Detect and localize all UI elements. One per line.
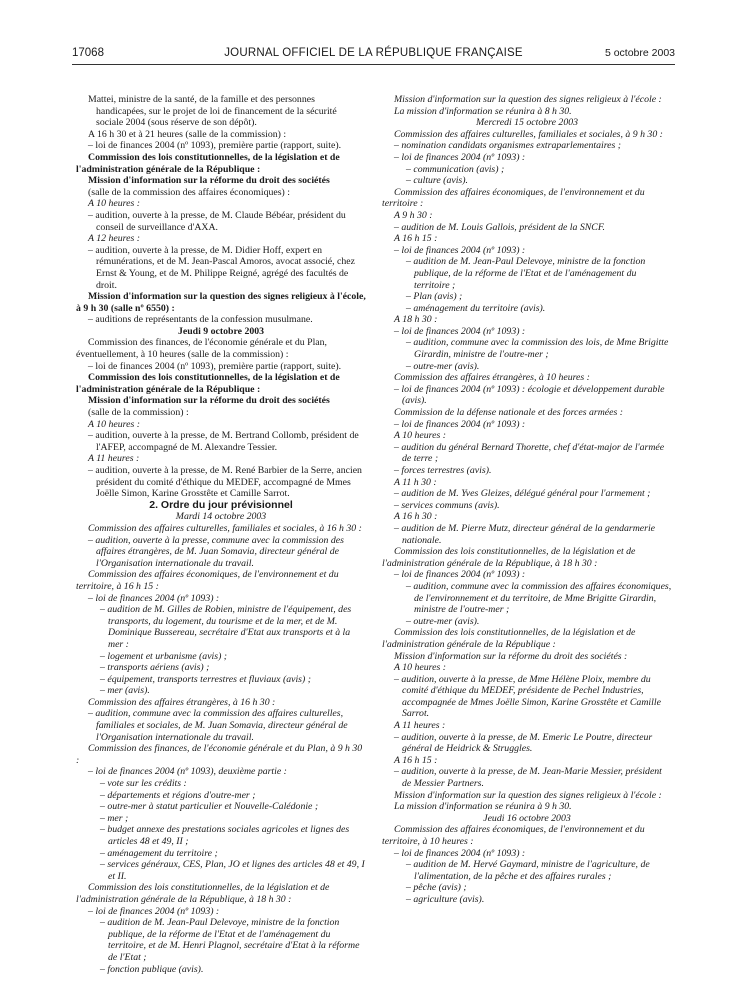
paragraph: Mission d'information sur la question des signes religieux à l'école, à 9 h 30 (salle nº 6550) : (76, 291, 366, 314)
page-number: 17068 (72, 47, 104, 59)
paragraph: – transports aériens (avis) ; (100, 662, 210, 674)
paragraph: Commission des lois constitutionnelles, de la législation et de l'administration générale de la République : (76, 151, 340, 175)
paragraph: Mercredi 15 octobre 2003 (475, 117, 579, 129)
paragraph: – logement et urbanisme (avis) ; (100, 650, 228, 662)
paragraph: Mission d'information sur la réforme du droit des sociétés (88, 395, 330, 407)
paragraph: – Plan (avis) ; (406, 291, 463, 303)
paragraph: – équipement, transports terrestres et fluviaux (avis) ; (100, 673, 311, 685)
paragraph: – forces terrestres (avis). (394, 465, 492, 476)
paragraph: A 11 heures : (88, 453, 140, 465)
paragraph: – outre-mer (avis). (406, 360, 480, 372)
paragraph: – mer (avis). (100, 685, 150, 697)
paragraph: A 12 heures : (88, 233, 140, 245)
paragraph: – loi de finances 2004 (nº 1093) : écologie et développement durable (avis). (394, 383, 665, 407)
paragraph: Commission des finances, de l'économie générale et du Plan, à 9 h 30 : (76, 743, 363, 766)
paragraph: Mission d'information sur la réforme du droit des sociétés (88, 175, 330, 187)
paragraph: – audition de M. Louis Gallois, président de la SNCF. (394, 221, 606, 233)
paragraph: – outre-mer à statut particulier et Nouvelle-Calédonie ; (100, 801, 319, 813)
paragraph: – audition, ouverte à la presse, commune avec la commission des affaires étrangères, de M. Juan Somavia, directeur général de l'Organisation internationale du travail. (88, 534, 344, 569)
paragraph: – audition, ouverte à la presse, de M. Jean-Marie Messier, président de Messier Partners. (394, 766, 662, 790)
paragraph: – loi de finances 2004 (nº 1093) : (394, 151, 526, 163)
paragraph: A 10 heures : (88, 198, 140, 210)
paragraph: Jeudi 16 octobre 2003 (483, 812, 571, 824)
paragraph: – audition, ouverte à la presse, de M. Didier Hoff, expert en rémunérations, et de M. Jean-Pascal Amoros, avocat associé, chez Ernst & Young, et de M. Philippe Reigné, agrégé des facultés de droit. (88, 244, 355, 291)
paragraph: – communication (avis) ; (406, 163, 505, 175)
paragraph: A 16 h 15 : (394, 754, 438, 766)
paragraph: – outre-mer (avis). (406, 615, 480, 627)
paragraph: Commission des affaires économiques, de l'environnement et du territoire, à 16 h 15 : (76, 569, 339, 592)
paragraph: (salle de la commission) : (88, 407, 189, 419)
paragraph: – audition, commune avec la commission des lois, de Mme Brigitte Girardin, ministre de l'outre-mer ; (406, 337, 669, 361)
paragraph: – audition de M. Pierre Mutz, directeur général de la gendarmerie nationale. (394, 522, 656, 546)
paragraph: A 11 h 30 : (394, 476, 437, 488)
paragraph: Mission d'information sur la réforme du droit des sociétés : (394, 650, 628, 662)
paragraph: Commission des affaires économiques, de l'environnement et du territoire, à 10 heures : (382, 824, 645, 847)
paragraph: – audition de M. Yves Gleizes, délégué général pour l'armement ; (394, 488, 651, 500)
paragraph: A 10 heures : (394, 662, 446, 674)
paragraph: – départements et régions d'outre-mer ; (100, 789, 256, 801)
issue-date: 5 octobre 2003 (604, 47, 675, 59)
paragraph: – audition de M. Jean-Paul Delevoye, ministre de la fonction publique, de la réforme de l'Etat et de l'aménagement du territoire, et de M. Henri Plagnol, secrétaire d'Etat à la réforme de l'Etat ; (100, 917, 360, 963)
paragraph: A 11 heures : (394, 720, 446, 732)
paragraph: A 9 h 30 : (394, 209, 433, 221)
paragraph: – audition de M. Jean-Paul Delevoye, ministre de la fonction publique, de la réforme de l'Etat et de l'aménagement du territoire ; (406, 256, 646, 291)
paragraph: – agriculture (avis). (406, 893, 485, 905)
paragraph: – budget annexe des prestations sociales agricoles et lignes des articles 48 et 49, II ; (100, 824, 350, 847)
paragraph: – services communs (avis). (394, 499, 500, 511)
paragraph: Jeudi 9 octobre 2003 (177, 325, 265, 337)
paragraph: – audition du général Bernard Thorette, chef d'état-major de l'armée de terre ; (394, 441, 665, 465)
paragraph: La mission d'information se réunira à 9 h 30. (394, 801, 572, 813)
paragraph: – audition, ouverte à la presse, de M. Claude Bébéar, président du conseil de surveillance d'AXA. (88, 209, 346, 233)
header-rule (72, 64, 675, 65)
paragraph: – audition, ouverte à la presse, de M. Bertrand Collomb, président de l'AFEP, accompagné de M. Alexandre Tessier. (88, 430, 359, 453)
paragraph: – loi de finances 2004 (nº 1093), deuxième partie : (88, 766, 287, 778)
paragraph: Commission des finances, de l'économie générale et du Plan, éventuellement, à 10 heures (salle de la commission) : (76, 337, 328, 361)
left-column (76, 94, 366, 975)
paragraph: – vote sur les crédits : (100, 778, 187, 790)
paragraph: – loi de finances 2004 (nº 1093) : (394, 325, 526, 337)
paragraph: – loi de finances 2004 (nº 1093) : (394, 244, 526, 256)
paragraph: A 16 h 30 : (394, 511, 438, 523)
paragraph: – culture (avis). (406, 175, 468, 187)
paragraph: A 16 h 30 et à 21 heures (salle de la commission) : (88, 128, 287, 140)
paragraph: Mission d'information sur la question des signes religieux à l'école : (394, 94, 662, 105)
paragraph: 2. Ordre du jour prévisionnel (149, 498, 293, 511)
paragraph: – services généraux, CES, Plan, JO et lignes des articles 48 et 49, I et II. (100, 859, 365, 882)
paragraph: – fonction publique (avis). (100, 963, 204, 975)
paragraph: Commission des lois constitutionnelles, de la législation et de l'administration générale de la République : (76, 372, 340, 395)
paragraph: Commission de la défense nationale et des forces armées : (394, 407, 624, 419)
paragraph: – audition, commune avec la commission des affaires économiques, de l'environnement et du territoire, de Mme Brigitte Girardin, ministre de l'outre-mer ; (406, 580, 672, 616)
paragraph: A 18 h 30 : (394, 314, 438, 326)
paragraph: (salle de la commission des affaires économiques) : (88, 186, 290, 198)
paragraph: Commission des lois constitutionnelles, de la législation et de l'administration générale de la République, à 18 h 30 : (382, 546, 636, 569)
paragraph: Commission des affaires étrangères, à 10 heures : (394, 372, 590, 384)
paragraph: La mission d'information se réunira à 8 h 30. (394, 105, 572, 117)
paragraph: A 16 h 15 : (394, 233, 438, 245)
paragraph: – loi de finances 2004 (nº 1093) : (394, 418, 526, 430)
paragraph: – audition, commune avec la commission des affaires culturelles, familiales et sociales, de M. Juan Somavia, directeur général de l'Organisation internationale du travail. (88, 708, 348, 743)
paragraph: Commission des lois constitutionnelles, de la législation et de l'administration générale de la République : (382, 627, 636, 650)
paragraph: – pêche (avis) ; (406, 882, 467, 894)
paragraph: Mattei, ministre de la santé, de la famille et des personnes handicapées, sur le projet de loi de financement de la sécurité sociale 2004 (sous réserve de son dépôt). (88, 94, 337, 129)
paragraph: – audition, ouverte à la presse, de M. René Barbier de la Serre, ancien président du comité d'éthique du MEDEF, accompagné de Mmes Joëlle Simon, Karine Grosstête et Camille Sarrot. (88, 465, 362, 500)
paragraph: – audition de M. Hervé Gaymard, ministre de l'agriculture, de l'alimentation, de la pêche et des affaires rurales ; (406, 859, 650, 882)
paragraph: – audition, ouverte à la presse, de M. Emeric Le Poutre, directeur général de Heidrick & Struggles. (394, 731, 653, 755)
paragraph: – audition, ouverte à la presse, de Mme Hélène Ploix, membre du comité d'éthique du MEDEF, présidente de Pechel Industries, accompagnée de Mmes Joëlle Simon, Karine Grosstête et Camille Sarrot. (394, 673, 661, 720)
page-header (72, 47, 675, 63)
paragraph: – nomination candidats organismes extraparlementaires ; (394, 140, 622, 152)
paragraph: – loi de finances 2004 (nº 1093) : (394, 569, 526, 581)
paragraph: – mer ; (100, 812, 129, 824)
paragraph: Commission des affaires culturelles, familiales et sociales, à 9 h 30 : (394, 128, 663, 140)
paragraph: – auditions de représentants de la confession musulmane. (88, 314, 313, 326)
paragraph: Commission des affaires économiques, de l'environnement et du territoire : (382, 186, 645, 210)
paragraph: A 10 heures : (394, 430, 446, 442)
paragraph: Mission d'information sur la question des signes religieux à l'école : (394, 789, 662, 801)
paragraph: Mardi 14 octobre 2003 (175, 511, 267, 523)
paragraph: A 10 heures : (88, 418, 140, 430)
paragraph: – loi de finances 2004 (nº 1093) : (394, 847, 526, 859)
paragraph: Commission des affaires culturelles, familiales et sociales, à 16 h 30 : (88, 522, 362, 534)
paragraph: – loi de finances 2004 (nº 1093) : (88, 905, 220, 917)
paragraph: – loi de finances 2004 (nº 1093), première partie (rapport, suite). (88, 140, 342, 152)
paragraph: – aménagement du territoire ; (100, 847, 218, 859)
paragraph: Commission des affaires étrangères, à 16 h 30 : (88, 696, 276, 708)
paragraph: – loi de finances 2004 (nº 1093), première partie (rapport, suite). (88, 360, 342, 372)
paragraph: – loi de finances 2004 (nº 1093) : (88, 592, 220, 604)
journal-title: JOURNAL OFFICIEL DE LA RÉPUBLIQUE FRANÇAISE (224, 47, 523, 59)
right-column (382, 94, 672, 906)
paragraph: – aménagement du territoire (avis). (406, 302, 546, 314)
paragraph: Commission des lois constitutionnelles, de la législation et de l'administration générale de la République, à 18 h 30 : (76, 882, 330, 905)
paragraph: – audition de M. Gilles de Robien, ministre de l'équipement, des transports, du logement, du tourisme et de la mer, et de M. Dominique Bussereau, secrétaire d'Etat aux transports et à la mer : (100, 604, 352, 650)
